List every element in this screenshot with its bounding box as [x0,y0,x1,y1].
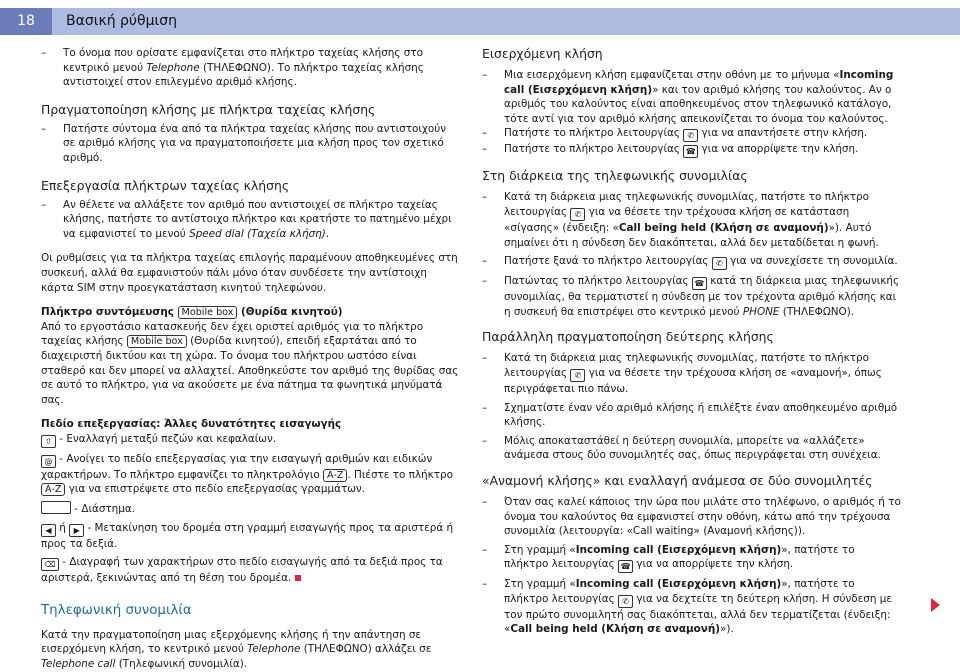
during-bullet-1: – Κατά τη διάρκεια μιας τηλεφωνικής συνομιλίας, πατήστε το πλήκτρο λειτουργίας ✆ για να θέσετε την τρέχουσα κλήση σε κατάσταση «σίγασης» (ένδειξη: «Call being held (Κλήση σε αναμονή)»). Αυτό σημαίνει ότι η σύνδεση δεν διακόπτεται, αλλά δεν μεταδίδεται η φωνή. [482,190,902,250]
heading-during-call: Στη διάρκεια της τηλεφωνικής συνομιλίας [482,168,748,184]
phone-accept-icon: ✆ [712,257,727,270]
incoming-bullet-3: – Πατήστε το πλήκτρο λειτουργίας ☎ για να απορρίψετε την κλήση. [482,142,902,158]
arrow-left-icon: ◀ [41,524,56,537]
field-backspace: ⌫ - Διαγραφή των χαρακτήρων στο πεδίο εισαγωγής από τα δεξιά προς τα αριστερά, ξεκινώντας από τη θέση του δρομέα. [41,556,443,585]
field-special: @ - Ανοίγει το πεδίο επεξεργασίας για την εισαγωγή αριθμών και ειδικών χαρακτήρων. Το πλήκτρο εμφανίζει το πληκτρολόγιο A-Z . Πιέστε το πλήκτρο A-Z για να επιστρέψετε στο πεδίο επεξεργασίας γραμμάτων. [41,452,453,496]
edit-field-title: Πεδίο επεξεργασίας: Άλλες δυνατότητες εισαγωγής [41,418,342,431]
heading-phone-conversation: Τηλεφωνική συνομιλία [41,602,192,618]
special-chars-icon: @ [41,455,56,468]
heading-edit-keys: Επεξεργασία πλήκτρων ταχείας κλήσης [41,177,290,193]
waiting-bullet-2: – Στη γραμμή «Incoming call (Εισερχόμενη κλήση)», πατήστε το πλήκτρο λειτουργίας ☎ για να απορρίψετε την κλήση. [482,543,902,574]
phone-accept-icon: ✆ [683,129,698,142]
intro-bullet: – Το όνομα που ορίσατε εμφανίζεται στο πλήκτρο ταχείας κλήσης στο κεντρικό μενού Telephone (ΤΗΛΕΦΩΝΟ). Το πλήκτρο ταχείας κλήσης αντιστοιχεί στον επιλεγμένο αριθμό κλήσης. [41,46,461,90]
phone-accept-icon: ✆ [570,208,585,221]
incoming-bullet-1: – Μια εισερχόμενη κλήση εμφανίζεται στην οθόνη με το μήνυμα «Incoming call (Εισερχόμενη κλήση)» και τον αριθμό κλήσης του καλούντος. Αν ο αριθμός του καλούντος είναι αποθηκευμένος στον τηλεφωνικό κατάλογο, τότε αντί για τον αριθμό κλήσης απεικονίζεται το όνομα του καλούντος. [482,68,902,126]
mobile-box-title: Πλήκτρο συντόμευσης Mobile box (Θυρίδα κινητού) [41,306,343,319]
page-title: Βασική ρύθμιση [66,13,177,29]
page-number: 18 [0,8,52,35]
heading-second-call: Παράλληλη πραγματοποίηση δεύτερης κλήσης [482,329,774,345]
heading-call-waiting: «Αναμονή κλήσης» και εναλλαγή ανάμεσα σε δύο συνομιλητές [482,472,873,488]
space-key-icon [41,501,71,514]
right-column [482,46,902,637]
heading-make-call: Πραγματοποίηση κλήσης με πλήκτρα ταχείας κλήσης [41,101,376,117]
second-bullet-1: – Κατά τη διάρκεια μιας τηλεφωνικής συνομιλίας, πατήστε το πλήκτρο λειτουργίας ✆ για να θέσετε την τρέχουσα κλήση σε «αναμονή», όπως περιγράφεται πιο πάνω. [482,351,902,396]
incoming-bullet-2: – Πατήστε το πλήκτρο λειτουργίας ✆ για να απαντήσετε στην κλήση. [482,126,902,142]
left-column [41,46,461,672]
settings-paragraph: Οι ρυθμίσεις για τα πλήκτρα ταχείας επιλογής παραμένουν αποθηκευμένες στη συσκευή, αλλά θα εμφανιστούν πάλι μόνο όταν συνδέσετε την αντίστοιχη κάρτα SIM στην προεγκατάσταση κινητού τηλεφώνου. [41,252,458,294]
conversation-paragraph: Κατά την πραγματοποίηση μιας εξερχόμενης κλήσης ή την απάντηση σε εισερχόμενη κλήση, το κεντρικό μενού Telephone (ΤΗΛΕΦΩΝΟ) αλλάζει σε Telephone call (Τηλεφωνική συνομιλία). [41,628,432,671]
mobile-box-key-inline: Mobile box [127,335,187,348]
during-bullet-3: – Πατώντας το πλήκτρο λειτουργίας ☎ κατά τη διάρκεια μιας τηλεφωνικής συνομιλίας, θα τερματιστεί η σύνδεση με τον τρέχοντα αριθμό κλήσης και η συσκευή θα επιστρέψει στο κεντρικό μενού PHONE (ΤΗΛΕΦΩΝΟ). [482,274,902,319]
az-key-2: A-Z [41,483,65,496]
phone-reject-icon: ☎ [692,277,707,290]
second-bullet-2: – Σχηματίστε έναν νέο αριθμό κλήσης ή επιλέξτε έναν αποθηκευμένο αριθμό κλήσης. [482,401,902,430]
field-cursor: ◀ ή ▶ - Μετακίνηση του δρομέα στη γραμμή εισαγωγής προς τα αριστερά ή προς τα δεξιά. [41,521,454,550]
field-space: - Διάστημα. [41,501,461,517]
edit-bullet: – Αν θέλετε να αλλάξετε τον αριθμό που αντιστοιχεί σε πλήκτρο ταχείας κλήσης, πατήστε το αντίστοιχο πλήκτρο και κρατήστε το πατημένο μέχρι να εμφανιστεί το μενού Speed dial (Ταχεία κλήση). [41,198,461,242]
shift-icon: ⇧ [41,435,56,448]
call-bullet: – Πατήστε σύντομα ένα από τα πλήκτρα ταχείας κλήσης που αντιστοιχούν σε αριθμό κλήσης για να πραγματοποιήσετε μια κλήση προς τον σχετικό αριθμό. [41,122,461,166]
second-bullet-3: – Μόλις αποκαταστάθεί η δεύτερη συνομιλία, μπορείτε να «αλλάζετε» ανάμεσα στους δύο συνομιλητές σας, όπως περιγράφεται στη συνέχεια. [482,434,902,463]
field-shift: ⇧ - Εναλλαγή μεταξύ πεζών και κεφαλαίων. [41,432,461,448]
phone-accept-icon: ✆ [618,595,633,608]
next-page-arrow-icon [931,598,940,612]
phone-reject-icon: ☎ [683,145,698,158]
mobile-box-key: Mobile box [178,306,238,319]
backspace-icon: ⌫ [41,558,59,571]
az-key: A-Z [323,469,347,482]
arrow-right-icon: ▶ [69,524,84,537]
end-square-icon [295,575,301,581]
phone-accept-icon: ✆ [570,369,585,382]
page-header [0,8,960,35]
during-bullet-2: – Πατήστε ξανά το πλήκτρο λειτουργίας ✆ για να συνεχίσετε τη συνομιλία. [482,254,902,270]
waiting-bullet-3: – Στη γραμμή «Incoming call (Εισερχόμενη κλήση)», πατήστε το πλήκτρο λειτουργίας ✆ για να δεχτείτε τη δεύτερη κλήση. Η σύνδεση με τον πρώτο συνομιλητή σας διακόπτεται, αλλά δεν τερματίζεται (ένδειξη: «Call being held (Κλήση σε αναμονή)»). [482,577,902,637]
mobile-box-paragraph: Από το εργοστάσιο κατασκευής δεν έχει οριστεί αριθμός για το πλήκτρο ταχείας κλήσης Mobile box (Θυρίδα κινητού), επειδή εξαρτάται από το διαχειριστή δικτύου και τη χώρα. Το όνομα του πλήκτρου ωστόσο είναι σταθερό και δεν μπορεί να αλλαχτεί. Αποθηκεύστε τον αριθμό της θυρίδας σας σε αυτό το πλήκτρο, για να ακούσετε με ένα πάτημα τα φωνητικά μηνύματά σας. [41,320,459,406]
heading-incoming-call: Εισερχόμενη κλήση [482,46,603,61]
phone-reject-icon: ☎ [618,560,633,573]
waiting-bullet-1: – Όταν σας καλεί κάποιος την ώρα που μιλάτε στο τηλέφωνο, ο αριθμός ή το όνομα του καλούντος θα εμφανιστεί στην οθόνη, κάτω από την τρέχουσα συνομιλία (λειτουργία: «Call waiting» (Αναμονή κλήσης)). [482,495,902,539]
